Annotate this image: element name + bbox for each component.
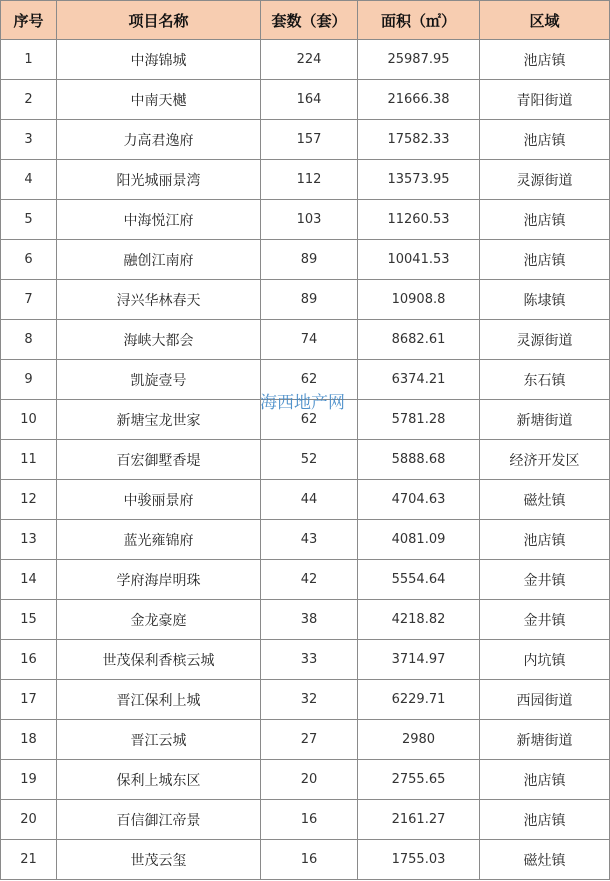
cell-no: 19 [1, 760, 57, 800]
cell-area: 17582.33 [358, 120, 480, 160]
cell-name: 蓝光雍锦府 [57, 520, 261, 560]
header-no: 序号 [1, 1, 57, 40]
cell-name: 浔兴华林春天 [57, 280, 261, 320]
table-row [1, 840, 610, 880]
cell-units: 52 [261, 440, 358, 480]
cell-units: 20 [261, 760, 358, 800]
table-row [1, 680, 610, 720]
table-row [1, 520, 610, 560]
cell-no: 15 [1, 600, 57, 640]
cell-area: 3714.97 [358, 640, 480, 680]
cell-no: 20 [1, 800, 57, 840]
cell-name: 百宏御墅香堤 [57, 440, 261, 480]
cell-name: 世茂保利香槟云城 [57, 640, 261, 680]
cell-units: 62 [261, 400, 358, 440]
cell-area: 4081.09 [358, 520, 480, 560]
cell-district: 青阳街道 [480, 80, 610, 120]
cell-units: 42 [261, 560, 358, 600]
cell-area: 1755.03 [358, 840, 480, 880]
cell-no: 11 [1, 440, 57, 480]
cell-name: 中骏丽景府 [57, 480, 261, 520]
cell-units: 27 [261, 720, 358, 760]
table-row [1, 80, 610, 120]
table-row [1, 360, 610, 400]
cell-district: 磁灶镇 [480, 480, 610, 520]
table-row [1, 440, 610, 480]
table-row [1, 800, 610, 840]
cell-name: 保利上城东区 [57, 760, 261, 800]
cell-no: 6 [1, 240, 57, 280]
cell-district: 灵源街道 [480, 320, 610, 360]
cell-no: 18 [1, 720, 57, 760]
table-row [1, 400, 610, 440]
table-row [1, 40, 610, 80]
cell-district: 池店镇 [480, 40, 610, 80]
cell-name: 金龙豪庭 [57, 600, 261, 640]
table-row [1, 640, 610, 680]
table-row [1, 320, 610, 360]
cell-district: 内坑镇 [480, 640, 610, 680]
table-row [1, 600, 610, 640]
cell-name: 融创江南府 [57, 240, 261, 280]
cell-district: 池店镇 [480, 800, 610, 840]
table-row [1, 160, 610, 200]
cell-units: 33 [261, 640, 358, 680]
cell-no: 1 [1, 40, 57, 80]
cell-area: 21666.38 [358, 80, 480, 120]
cell-district: 金井镇 [480, 560, 610, 600]
cell-no: 2 [1, 80, 57, 120]
cell-area: 2980 [358, 720, 480, 760]
cell-name: 中南天樾 [57, 80, 261, 120]
cell-name: 百信御江帝景 [57, 800, 261, 840]
cell-name: 力高君逸府 [57, 120, 261, 160]
cell-name: 阳光城丽景湾 [57, 160, 261, 200]
cell-no: 4 [1, 160, 57, 200]
cell-area: 5888.68 [358, 440, 480, 480]
cell-area: 13573.95 [358, 160, 480, 200]
cell-units: 224 [261, 40, 358, 80]
cell-district: 新塘街道 [480, 720, 610, 760]
cell-name: 中海锦城 [57, 40, 261, 80]
cell-no: 3 [1, 120, 57, 160]
table-row [1, 480, 610, 520]
cell-no: 14 [1, 560, 57, 600]
cell-units: 164 [261, 80, 358, 120]
cell-district: 金井镇 [480, 600, 610, 640]
cell-no: 12 [1, 480, 57, 520]
cell-no: 8 [1, 320, 57, 360]
cell-district: 池店镇 [480, 760, 610, 800]
header-district: 区域 [480, 1, 610, 40]
table-body [1, 40, 610, 880]
cell-no: 7 [1, 280, 57, 320]
cell-units: 89 [261, 280, 358, 320]
header-name: 项目名称 [57, 1, 261, 40]
cell-units: 16 [261, 840, 358, 880]
cell-area: 2161.27 [358, 800, 480, 840]
cell-no: 13 [1, 520, 57, 560]
cell-district: 灵源街道 [480, 160, 610, 200]
cell-district: 池店镇 [480, 240, 610, 280]
cell-district: 池店镇 [480, 520, 610, 560]
cell-name: 学府海岸明珠 [57, 560, 261, 600]
watermark: 海西地产网 [260, 393, 345, 413]
cell-units: 62 [261, 360, 358, 400]
cell-no: 21 [1, 840, 57, 880]
cell-units: 43 [261, 520, 358, 560]
cell-name: 海峡大都会 [57, 320, 261, 360]
table-row [1, 560, 610, 600]
cell-name: 世茂云玺 [57, 840, 261, 880]
cell-name: 晋江保利上城 [57, 680, 261, 720]
header-area: 面积（㎡） [358, 1, 480, 40]
cell-district: 陈埭镇 [480, 280, 610, 320]
cell-no: 5 [1, 200, 57, 240]
cell-area: 5554.64 [358, 560, 480, 600]
cell-area: 25987.95 [358, 40, 480, 80]
cell-no: 17 [1, 680, 57, 720]
cell-name: 新塘宝龙世家 [57, 400, 261, 440]
cell-no: 9 [1, 360, 57, 400]
cell-units: 103 [261, 200, 358, 240]
cell-name: 凯旋壹号 [57, 360, 261, 400]
cell-area: 6374.21 [358, 360, 480, 400]
cell-no: 16 [1, 640, 57, 680]
cell-units: 16 [261, 800, 358, 840]
cell-units: 157 [261, 120, 358, 160]
header-row [1, 1, 610, 40]
cell-area: 10908.8 [358, 280, 480, 320]
cell-area: 10041.53 [358, 240, 480, 280]
cell-district: 磁灶镇 [480, 840, 610, 880]
cell-name: 晋江云城 [57, 720, 261, 760]
table-row [1, 760, 610, 800]
cell-area: 5781.28 [358, 400, 480, 440]
cell-area: 4704.63 [358, 480, 480, 520]
cell-district: 西园街道 [480, 680, 610, 720]
cell-no: 10 [1, 400, 57, 440]
table-row [1, 280, 610, 320]
cell-district: 经济开发区 [480, 440, 610, 480]
cell-district: 池店镇 [480, 120, 610, 160]
cell-area: 4218.82 [358, 600, 480, 640]
cell-units: 74 [261, 320, 358, 360]
header-units: 套数（套） [261, 1, 358, 40]
cell-area: 6229.71 [358, 680, 480, 720]
table-row [1, 120, 610, 160]
table-row [1, 200, 610, 240]
cell-name: 中海悦江府 [57, 200, 261, 240]
cell-district: 池店镇 [480, 200, 610, 240]
cell-units: 38 [261, 600, 358, 640]
cell-area: 8682.61 [358, 320, 480, 360]
cell-district: 新塘街道 [480, 400, 610, 440]
table-row [1, 240, 610, 280]
cell-district: 东石镇 [480, 360, 610, 400]
cell-units: 32 [261, 680, 358, 720]
cell-units: 89 [261, 240, 358, 280]
cell-area: 11260.53 [358, 200, 480, 240]
cell-units: 44 [261, 480, 358, 520]
table-row [1, 720, 610, 760]
cell-area: 2755.65 [358, 760, 480, 800]
cell-units: 112 [261, 160, 358, 200]
